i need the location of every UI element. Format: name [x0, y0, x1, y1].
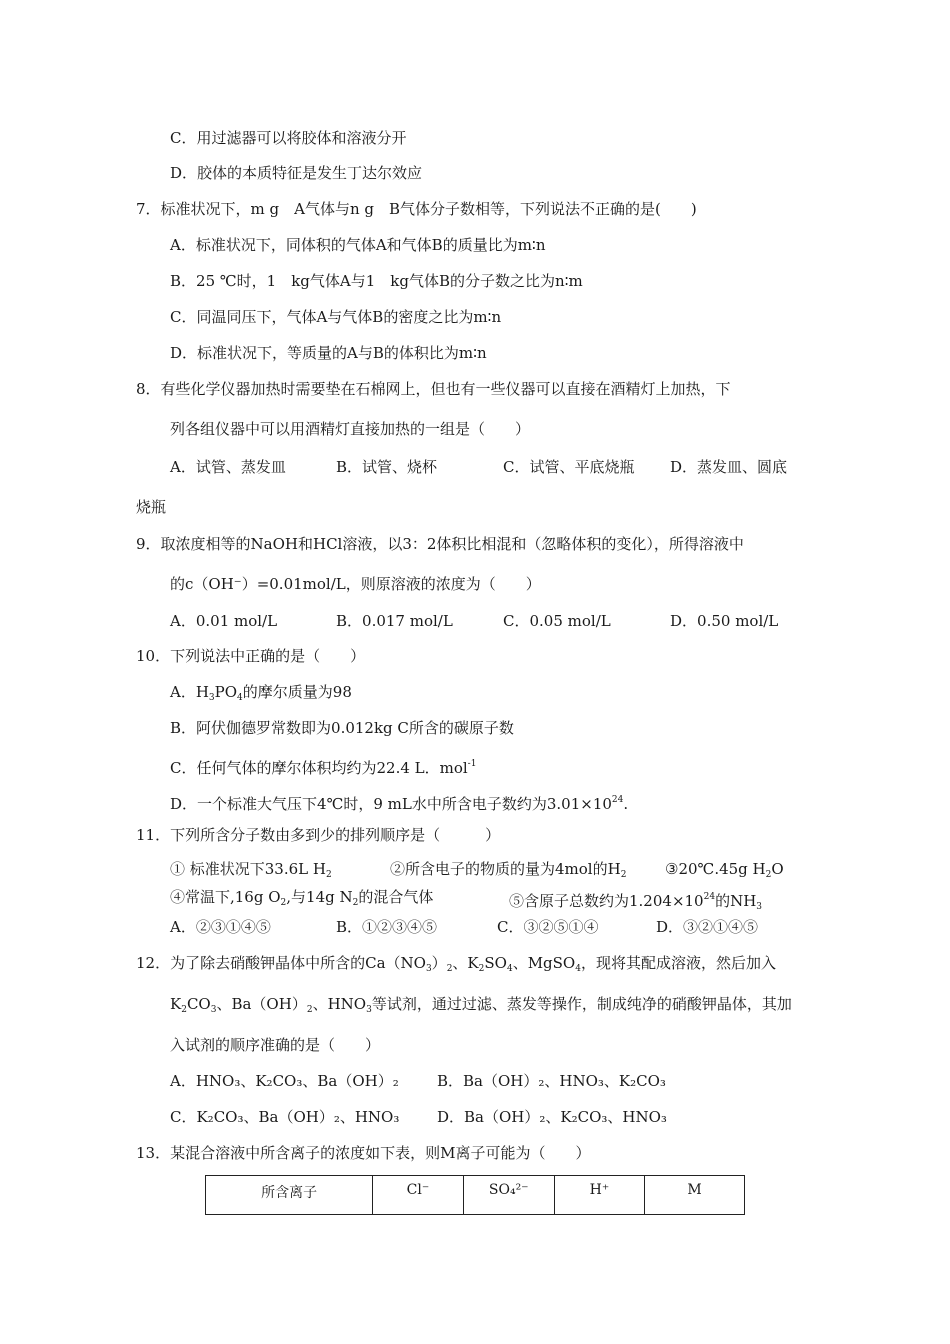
q9-option-d: D．0.50 mol/L — [670, 612, 779, 630]
q10-option-d: D．一个标准大气压下4℃时，9 mL水中所含电子数约为$3.01\times 10^{24}$. — [170, 795, 629, 813]
table-header-cell: 所含离子 — [206, 1176, 373, 1215]
q11-stem: 11．下列所含分子数由多到少的排列顺序是（ ） — [136, 826, 501, 844]
q7-option-b: B．25 ℃时，1 kg气体A与1 kg气体B的分子数之比为n∶m — [170, 272, 583, 290]
q12-stem-line2: $K_2CO_3$、$Ba(OH)_2$、$HNO_3$等试剂，通过过滤、蒸发等操作，制成纯净的硝酸钾晶体，其加 — [170, 995, 792, 1015]
q8-option-d-continued: 烧瓶 — [136, 498, 167, 516]
table-header-cell: H⁺ — [554, 1176, 644, 1215]
ion-concentration-table — [205, 1175, 745, 1215]
q10-option-a: A．$H_3PO_4$的摩尔质量为98 — [170, 683, 352, 703]
q12-option-b: B．Ba（OH）₂、HNO₃、K₂CO₃ — [437, 1072, 666, 1090]
q12-stem-line1: 12．为了除去硝酸钾晶体中所含的$Ca(NO_3)_2$、$K_2SO_4$、MgSO$_4$，现将其配成溶液，然后加入 — [136, 954, 776, 974]
q9-stem-line2: 的c（OH⁻）=0.01mol/L，则原溶液的浓度为（ ） — [170, 575, 541, 593]
q11-item-3: ③20℃.45g $H_2O$ — [665, 860, 784, 880]
q12-option-a: A．HNO₃、K₂CO₃、Ba（OH）₂ — [170, 1072, 399, 1090]
q8-option-a: A．试管、蒸发皿 — [170, 458, 286, 476]
q9-option-c: C．0.05 mol/L — [503, 612, 611, 630]
q10-option-b: B．阿伏伽德罗常数即为0.012kg C所含的碳原子数 — [170, 719, 514, 737]
q8-stem-line1: 8．有些化学仪器加热时需要垫在石棉网上，但也有一些仪器可以直接在酒精灯上加热，下 — [136, 380, 731, 398]
q9-option-a: A．0.01 mol/L — [170, 612, 278, 630]
q11-option-a: A．②③①④⑤ — [170, 918, 271, 936]
q7-option-c: C．同温同压下，气体A与气体B的密度之比为m∶n — [170, 308, 502, 326]
q9-stem-line1: 9．取浓度相等的NaOH和HCl溶液，以3：2体积比相混和（忽略体积的变化），所得溶液中 — [136, 535, 744, 553]
q9-option-b: B．0.017 mol/L — [336, 612, 453, 630]
q13-stem: 13．某混合溶液中所含离子的浓度如下表，则M离子可能为（ ） — [136, 1144, 591, 1162]
q6-option-d: D．胶体的本质特征是发生丁达尔效应 — [170, 164, 423, 182]
table-header-cell: SO₄²⁻ — [463, 1176, 554, 1215]
q12-option-c: C．K₂CO₃、Ba（OH）₂、HNO₃ — [170, 1108, 400, 1126]
q11-option-d: D．③②①④⑤ — [656, 918, 759, 936]
q8-stem-line2: 列各组仪器中可以用酒精灯直接加热的一组是（ ） — [170, 420, 531, 438]
q7-option-a: A．标准状况下，同体积的气体A和气体B的质量比为m∶n — [170, 236, 546, 254]
table-header-cell: Cl⁻ — [373, 1176, 463, 1215]
q8-option-c: C．试管、平底烧瓶 — [503, 458, 635, 476]
q10-stem: 10．下列说法中正确的是（ ） — [136, 647, 366, 665]
q11-item-5: ⑤含原子总数约为$1.204\times 10^{24}$的$NH_3$ — [509, 892, 763, 912]
q8-option-d: D．蒸发皿、圆底 — [670, 458, 788, 476]
q6-option-c: C．用过滤器可以将胶体和溶液分开 — [170, 129, 407, 147]
q7-option-d: D．标准状况下，等质量的A与B的体积比为m∶n — [170, 344, 487, 362]
q12-stem-line3: 入试剂的顺序准确的是（ ） — [170, 1036, 381, 1054]
q11-item-2: ②所含电子的物质的量为4mol的$H_2$ — [390, 860, 627, 880]
q11-option-c: C．③②⑤①④ — [497, 918, 599, 936]
table-header-cell: M — [645, 1176, 745, 1215]
table-row — [206, 1176, 745, 1215]
q7-stem: 7．标准状况下，m g A气体与n g B气体分子数相等，下列说法不正确的是( ) — [136, 200, 697, 218]
q11-option-b: B．①②③④⑤ — [336, 918, 438, 936]
q11-item-1: ① 标准状况下33.6L $H_2$ — [170, 860, 332, 880]
q10-option-c: C．任何气体的摩尔体积均约为22.4 L．mol$^{-1}$ — [170, 759, 477, 777]
q11-item-4: ④常温下,16g $O_2$,与14g $N_2$的混合气体 — [170, 888, 434, 908]
q8-option-b: B．试管、烧杯 — [336, 458, 438, 476]
q12-option-d: D．Ba（OH）₂、K₂CO₃、HNO₃ — [437, 1108, 667, 1126]
